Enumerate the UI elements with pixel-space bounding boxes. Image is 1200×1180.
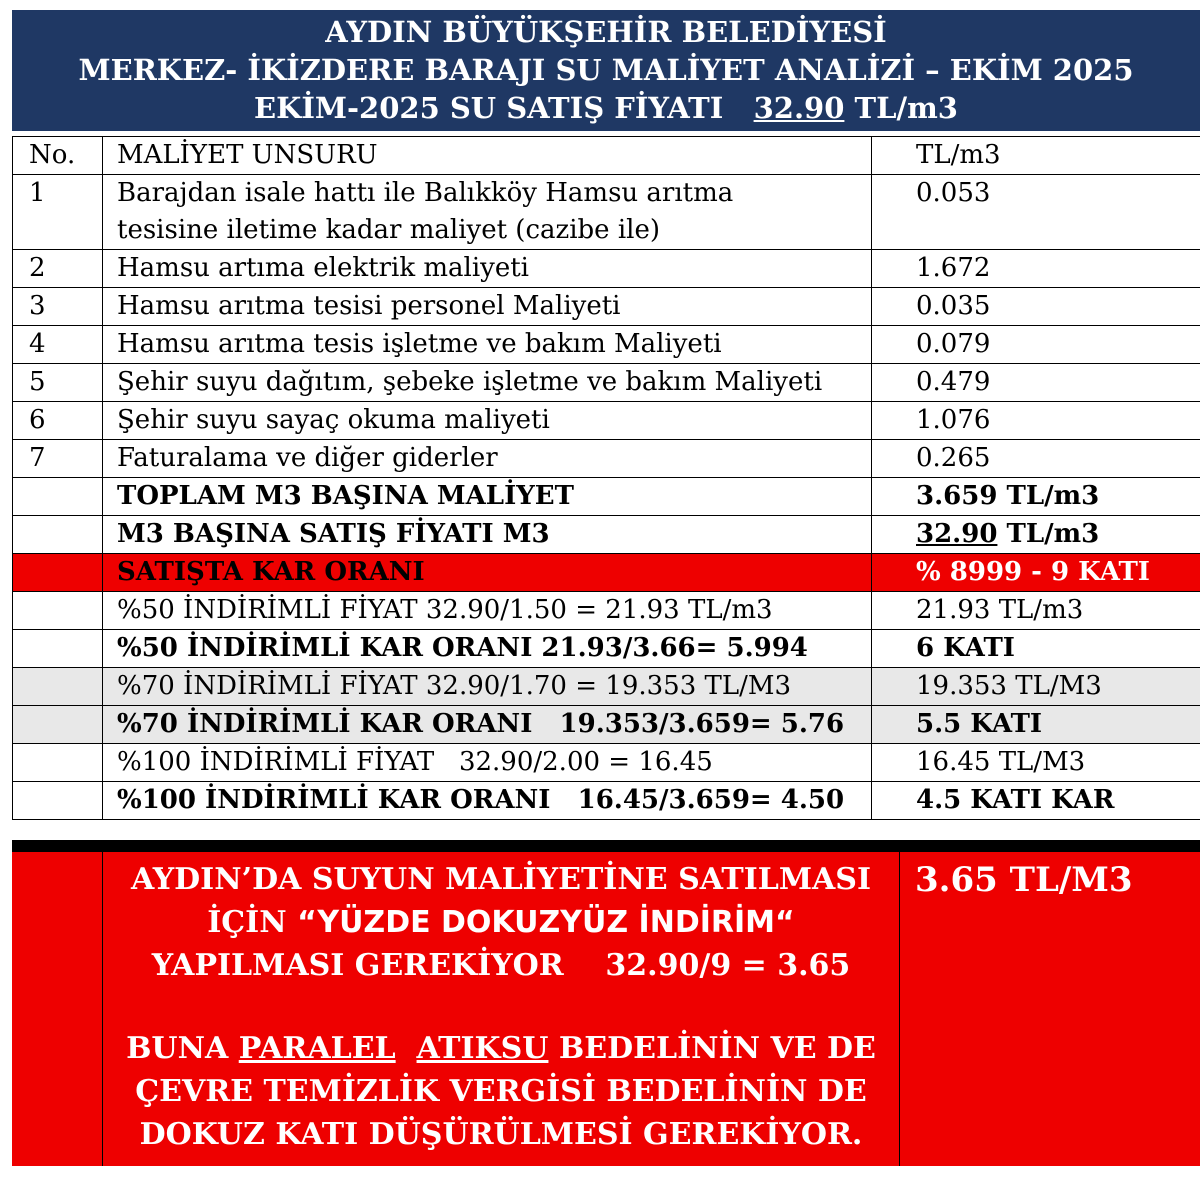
conclusion-line-4-prefix: BUNA <box>126 1031 239 1066</box>
section-divider <box>12 840 1200 852</box>
table-row <box>13 288 1200 326</box>
profit-rate-row <box>13 554 1200 592</box>
table-row <box>13 326 1200 364</box>
row-item: Barajdan isale hattı ile Balıkköy Hamsu arıtma tesisine iletime kadar maliyet (cazibe ile) <box>103 175 872 250</box>
row-item: Şehir suyu dağıtım, şebeke işletme ve bakım Maliyeti <box>103 364 872 402</box>
empty-cell <box>12 852 103 1166</box>
discount-70-price-row <box>13 668 1200 706</box>
empty-cell <box>13 782 103 820</box>
row-item: Hamsu arıtma tesisi personel Maliyeti <box>103 288 872 326</box>
cost-table <box>12 136 1200 820</box>
discount-70-profit-label: %70 İNDİRİMLİ KAR ORANI 19.353/3.659= 5.76 <box>103 706 872 744</box>
title-banner <box>12 10 1200 131</box>
discount-100-price-value: 16.45 TL/M3 <box>872 744 1200 782</box>
table-row <box>13 440 1200 478</box>
empty-cell <box>13 630 103 668</box>
table-row <box>13 402 1200 440</box>
row-item: Hamsu artıma elektrik maliyeti <box>103 250 872 288</box>
title-line-2: MERKEZ- İKİZDERE BARAJI SU MALİYET ANALİZİ – EKİM 2025 <box>78 53 1134 87</box>
profit-rate-label: SATIŞTA KAR ORANI <box>103 554 872 592</box>
conclusion-line-6: DOKUZ KATI DÜŞÜRÜLMESİ GEREKİYOR. <box>139 1117 863 1152</box>
row-no: 7 <box>13 440 103 478</box>
discount-100-profit-value: 4.5 KATI KAR <box>872 782 1200 820</box>
discount-100-profit-row <box>13 782 1200 820</box>
sale-price-value-unit: TL/m3 <box>997 519 1100 549</box>
col-header-item: MALİYET UNSURU <box>103 137 872 175</box>
row-no: 1 <box>13 175 103 250</box>
table-header-row <box>13 137 1200 175</box>
discount-50-price-value: 21.93 TL/m3 <box>872 592 1200 630</box>
empty-cell <box>13 668 103 706</box>
total-cost-value: 3.659 TL/m3 <box>872 478 1200 516</box>
discount-100-price-row <box>13 744 1200 782</box>
conclusion-line-2 <box>103 901 899 944</box>
conclusion-block <box>12 852 1200 1166</box>
underlined-atiksu: ATIKSU <box>416 1031 549 1066</box>
sale-price-value-number: 32.90 <box>916 519 998 549</box>
sale-price-label: M3 BAŞINA SATIŞ FİYATI M3 <box>103 516 872 554</box>
row-no: 6 <box>13 402 103 440</box>
row-item: Şehir suyu sayaç okuma maliyeti <box>103 402 872 440</box>
conclusion-value: 3.65 TL/M3 <box>915 860 1133 900</box>
discount-50-price-label: %50 İNDİRİMLİ FİYAT 32.90/1.50 = 21.93 TL/m3 <box>103 592 872 630</box>
conclusion-line-5: ÇEVRE TEMİZLİK VERGİSİ BEDELİNİN DE <box>135 1074 867 1109</box>
discount-100-profit-label: %100 İNDİRİMLİ KAR ORANI 16.45/3.659= 4.50 <box>103 782 872 820</box>
discount-70-profit-value: 5.5 KATI <box>872 706 1200 744</box>
sale-price-number: 32.90 <box>753 91 845 125</box>
empty-cell <box>13 592 103 630</box>
empty-cell <box>13 516 103 554</box>
discount-70-price-value: 19.353 TL/M3 <box>872 668 1200 706</box>
sale-price-prefix: EKİM-2025 SU SATIŞ FİYATI <box>254 91 754 125</box>
underlined-paralel: PARALEL <box>238 1031 396 1066</box>
row-value: 1.672 <box>872 250 1200 288</box>
conclusion-line-2-prefix: İÇİN <box>207 905 298 940</box>
row-item: Hamsu arıtma tesis işletme ve bakım Maliyeti <box>103 326 872 364</box>
conclusion-line-1: AYDIN’DA SUYUN MALİYETİNE SATILMASI <box>130 862 872 897</box>
discount-70-profit-row <box>13 706 1200 744</box>
sale-price-row <box>13 516 1200 554</box>
sale-price-value <box>872 516 1200 554</box>
discount-50-price-row <box>13 592 1200 630</box>
row-value: 1.076 <box>872 402 1200 440</box>
conclusion-line-4-mid <box>396 1031 417 1066</box>
discount-100-price-label: %100 İNDİRİMLİ FİYAT 32.90/2.00 = 16.45 <box>103 744 872 782</box>
empty-cell <box>13 744 103 782</box>
table-row <box>13 250 1200 288</box>
empty-cell <box>13 554 103 592</box>
conclusion-line-4 <box>103 1027 899 1070</box>
title-line-3 <box>12 89 1200 127</box>
total-cost-row <box>13 478 1200 516</box>
discount-50-profit-value: 6 KATI <box>872 630 1200 668</box>
discount-quote: “YÜZDE DOKUZYÜZ İNDİRİM“ <box>297 905 795 940</box>
row-no: 5 <box>13 364 103 402</box>
row-value: 0.479 <box>872 364 1200 402</box>
title-line-1: AYDIN BÜYÜKŞEHİR BELEDİYESİ <box>325 15 887 49</box>
spacer <box>103 987 899 1027</box>
discount-70-price-label: %70 İNDİRİMLİ FİYAT 32.90/1.70 = 19.353 TL/M3 <box>103 668 872 706</box>
row-no: 2 <box>13 250 103 288</box>
total-cost-label: TOPLAM M3 BAŞINA MALİYET <box>103 478 872 516</box>
sale-price-unit: TL/m3 <box>844 91 958 125</box>
empty-cell <box>13 478 103 516</box>
col-header-value: TL/m3 <box>872 137 1200 175</box>
table-row <box>13 364 1200 402</box>
row-value: 0.035 <box>872 288 1200 326</box>
col-header-no: No. <box>13 137 103 175</box>
discount-50-profit-label: %50 İNDİRİMLİ KAR ORANI 21.93/3.66= 5.994 <box>103 630 872 668</box>
row-no: 4 <box>13 326 103 364</box>
row-value: 0.265 <box>872 440 1200 478</box>
conclusion-line-3: YAPILMASI GEREKİYOR 32.90/9 = 3.65 <box>151 948 851 983</box>
empty-cell <box>13 706 103 744</box>
row-item: Faturalama ve diğer giderler <box>103 440 872 478</box>
conclusion-text <box>103 852 900 1166</box>
conclusion-line-4-suffix: BEDELİNİN VE DE <box>548 1031 876 1066</box>
row-value: 0.079 <box>872 326 1200 364</box>
profit-rate-value: % 8999 - 9 KATI <box>872 554 1200 592</box>
table-row <box>13 175 1200 250</box>
row-no: 3 <box>13 288 103 326</box>
row-value: 0.053 <box>872 175 1200 250</box>
discount-50-profit-row <box>13 630 1200 668</box>
